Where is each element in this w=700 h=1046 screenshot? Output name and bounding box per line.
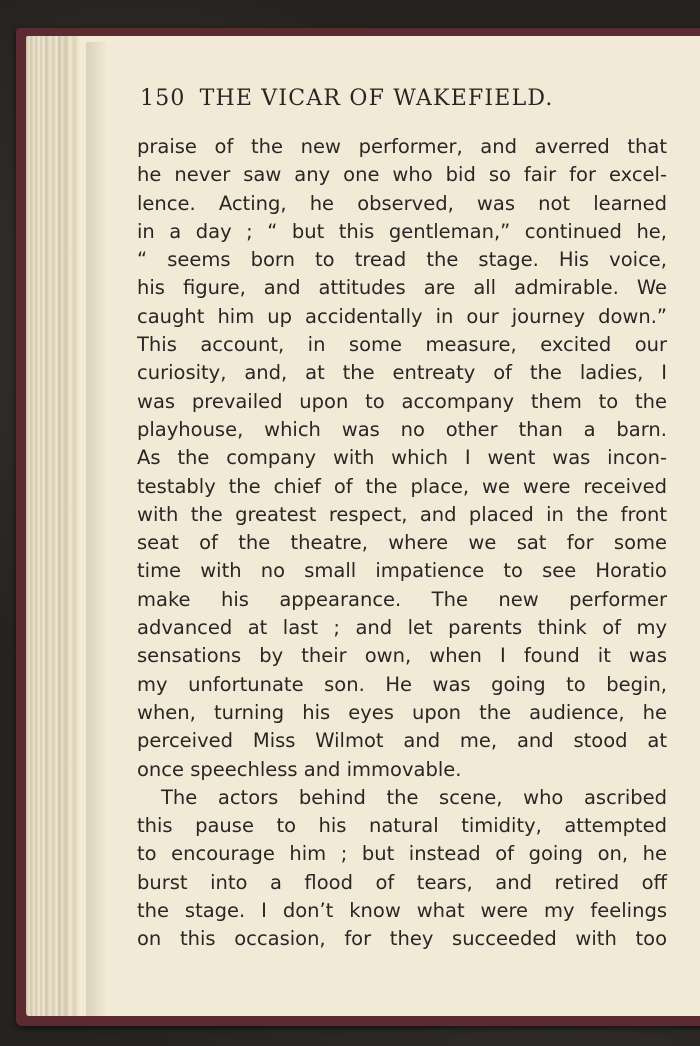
text-line: the stage. I don’t know what were my feelings <box>137 899 667 923</box>
running-header <box>140 86 630 111</box>
text-line: burst into a flood of tears, and retired off <box>137 870 667 894</box>
text-line: make his appearance. The new performer <box>137 587 667 611</box>
text-line: As the company with which I went was incon- <box>137 446 667 470</box>
paragraph-end-line: once speechless and immovable. <box>137 757 462 781</box>
text-line: in a day ; “ but this gentleman,” continued he, <box>137 219 667 243</box>
text-line: “ seems born to tread the stage. His voice, <box>137 248 667 272</box>
text-line: curiosity, and, at the entreaty of the ladies, I <box>137 361 667 385</box>
text-line: advanced at last ; and let parents think of my <box>137 616 667 640</box>
text-line: playhouse, which was no other than a barn. <box>137 417 667 441</box>
text-line: his figure, and attitudes are all admirable. We <box>137 276 667 300</box>
text-line: lence. Acting, he observed, was not learned <box>137 191 667 215</box>
text-line: with the greatest respect, and placed in the front <box>137 502 667 526</box>
text-line: seat of the theatre, where we sat for some <box>137 531 667 555</box>
text-line: praise of the new performer, and averred that <box>137 135 667 158</box>
page-number: 150 <box>140 86 186 111</box>
paragraph-start-line: The actors behind the scene, who ascribed <box>161 785 667 809</box>
text-line: he never saw any one who bid so fair for excel- <box>137 163 667 187</box>
text-line: was prevailed upon to accompany them to the <box>137 389 667 413</box>
text-line: when, turning his eyes upon the audience, he <box>137 700 667 724</box>
text-line: perceived Miss Wilmot and me, and stood at <box>137 729 667 753</box>
text-line: testably the chief of the place, we were received <box>137 474 667 498</box>
page-text <box>137 133 667 954</box>
text-line: this pause to his natural timidity, attempted <box>137 814 667 838</box>
text-line: to encourage him ; but instead of going on, he <box>137 842 667 866</box>
running-head-title: THE VICAR OF WAKEFIELD. <box>199 86 554 111</box>
text-line: This account, in some measure, excited our <box>137 333 667 357</box>
text-line: sensations by their own, when I found it was <box>137 644 667 668</box>
text-line: on this occasion, for they succeeded with too <box>137 927 667 951</box>
text-line: time with no small impatience to see Horatio <box>137 559 667 583</box>
text-line: my unfortunate son. He was going to begin, <box>137 672 667 696</box>
text-line: caught him up accidentally in our journey down.” <box>137 304 667 328</box>
